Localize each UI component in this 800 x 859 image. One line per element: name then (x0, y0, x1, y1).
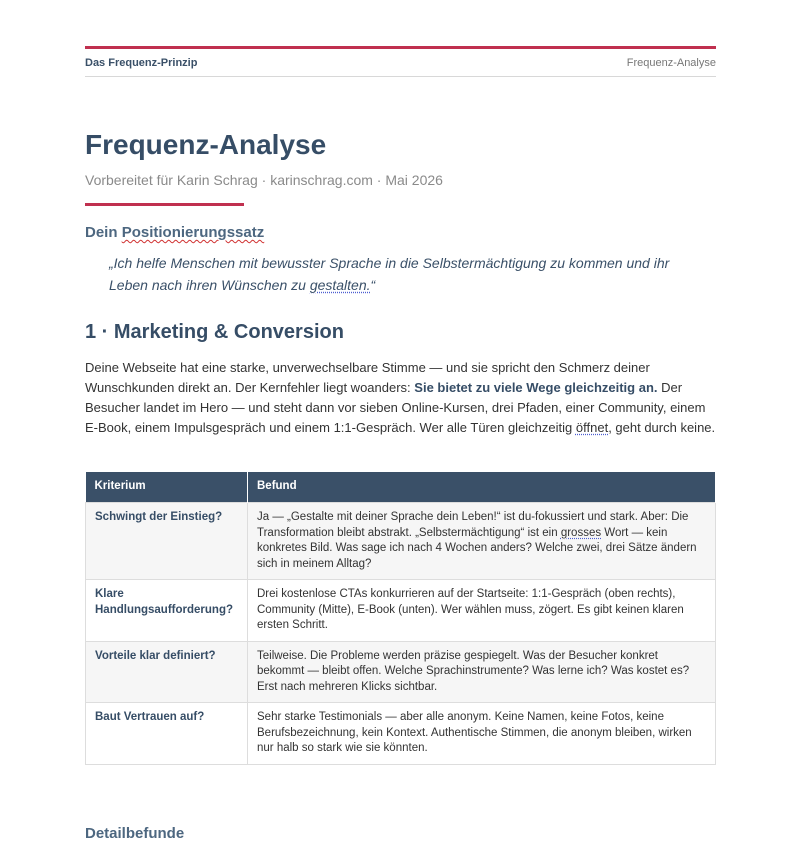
finding-cell: Ja — „Gestalte mit deiner Sprache dein Leben!“ ist du-fokussiert und stark. Aber: Die Transformation bleibt abstrakt. „Selbstermächtigung“ ist ein grosses Wort — kein konkretes Bild. Was sage ich nach 4 Wochen anders? Welche zwei, drei Sätze ändern sich in meinem Alltag? (248, 503, 716, 580)
table-row (86, 580, 716, 642)
running-header (85, 46, 716, 77)
section-heading-marketing: 1 · Marketing & Conversion (85, 321, 344, 343)
section-intro-paragraph: Deine Webseite hat eine starke, unverwechselbare Stimme — und sie spricht den Schmerz deiner Wunschkunden direkt an. Der Kernfehler liegt woanders: Sie bietet zu viele Wege gleichzeitig an. Der Besucher landet im Hero — und steht dann vor sieben Online-Kursen, drei Pfaden, einer Community, einem E-Book, einem Impulsgespräch und einem 1:1-Gespräch. Wer alle Türen gleichzeitig öffnet, geht durch keine. (85, 360, 716, 435)
document-meta: Vorbereitet für Karin Schrag · karinschrag.com · Mai 2026 (85, 172, 443, 188)
grammar-flag-word: öffnet (575, 420, 609, 435)
key-finding-emphasis: Sie bietet zu viele Wege gleichzeitig an. (414, 380, 658, 395)
table-row (86, 641, 716, 703)
finding-cell: Sehr starke Testimonials — aber alle anonym. Keine Namen, keine Fotos, keine Berufsbezeichnung, kein Kontext. Authentische Stimmen, die anonym bleiben, wirken nur halb so stark wie sie könnten. (248, 703, 716, 765)
column-header-finding: Befund (248, 472, 716, 503)
header-brand: Das Frequenz-Prinzip (85, 56, 198, 69)
criterion-cell: Baut Vertrauen auf? (86, 703, 248, 765)
document-title: Frequenz-Analyse (85, 129, 327, 160)
table-header-row (86, 472, 716, 503)
detail-findings-heading: Detailbefunde (85, 825, 185, 842)
positioning-heading: Dein Positionierungssatz (85, 224, 265, 241)
header-section: Frequenz-Analyse (626, 56, 716, 69)
criteria-table (85, 472, 716, 765)
finding-cell: Teilweise. Die Probleme werden präzise gespiegelt. Was der Besucher konkret bekommt — bleibt offen. Welche Sprachinstrumente? Was lerne ich? Was kostet es? Erst nach mehreren Klicks sichtbar. (248, 641, 716, 703)
grammar-flag-word: grosses (560, 526, 602, 539)
column-header-criterion: Kriterium (86, 472, 248, 503)
table-row (86, 703, 716, 765)
criterion-cell: Schwingt der Einstieg? (86, 503, 248, 580)
document-page (85, 46, 716, 765)
accent-divider (85, 203, 244, 206)
table-row (86, 503, 716, 580)
finding-cell: Drei kostenlose CTAs konkurrieren auf der Startseite: 1:1-Gespräch (oben rechts), Community (Mitte), E-Book (unten). Wer wählen muss, zögert. Es gibt keinen klaren ersten Schritt. (248, 580, 716, 642)
spellcheck-word: Positionierungssatz (121, 224, 265, 241)
positioning-quote: „Ich helfe Menschen mit bewusster Sprache in die Selbstermächtigung zu kommen und ihr Leben nach ihren Wünschen zu gestalten.“ (109, 255, 670, 293)
criterion-cell: Klare Handlungsaufforderung? (86, 580, 248, 642)
grammar-flag-word: gestalten. (309, 277, 371, 293)
criterion-cell: Vorteile klar definiert? (86, 641, 248, 703)
